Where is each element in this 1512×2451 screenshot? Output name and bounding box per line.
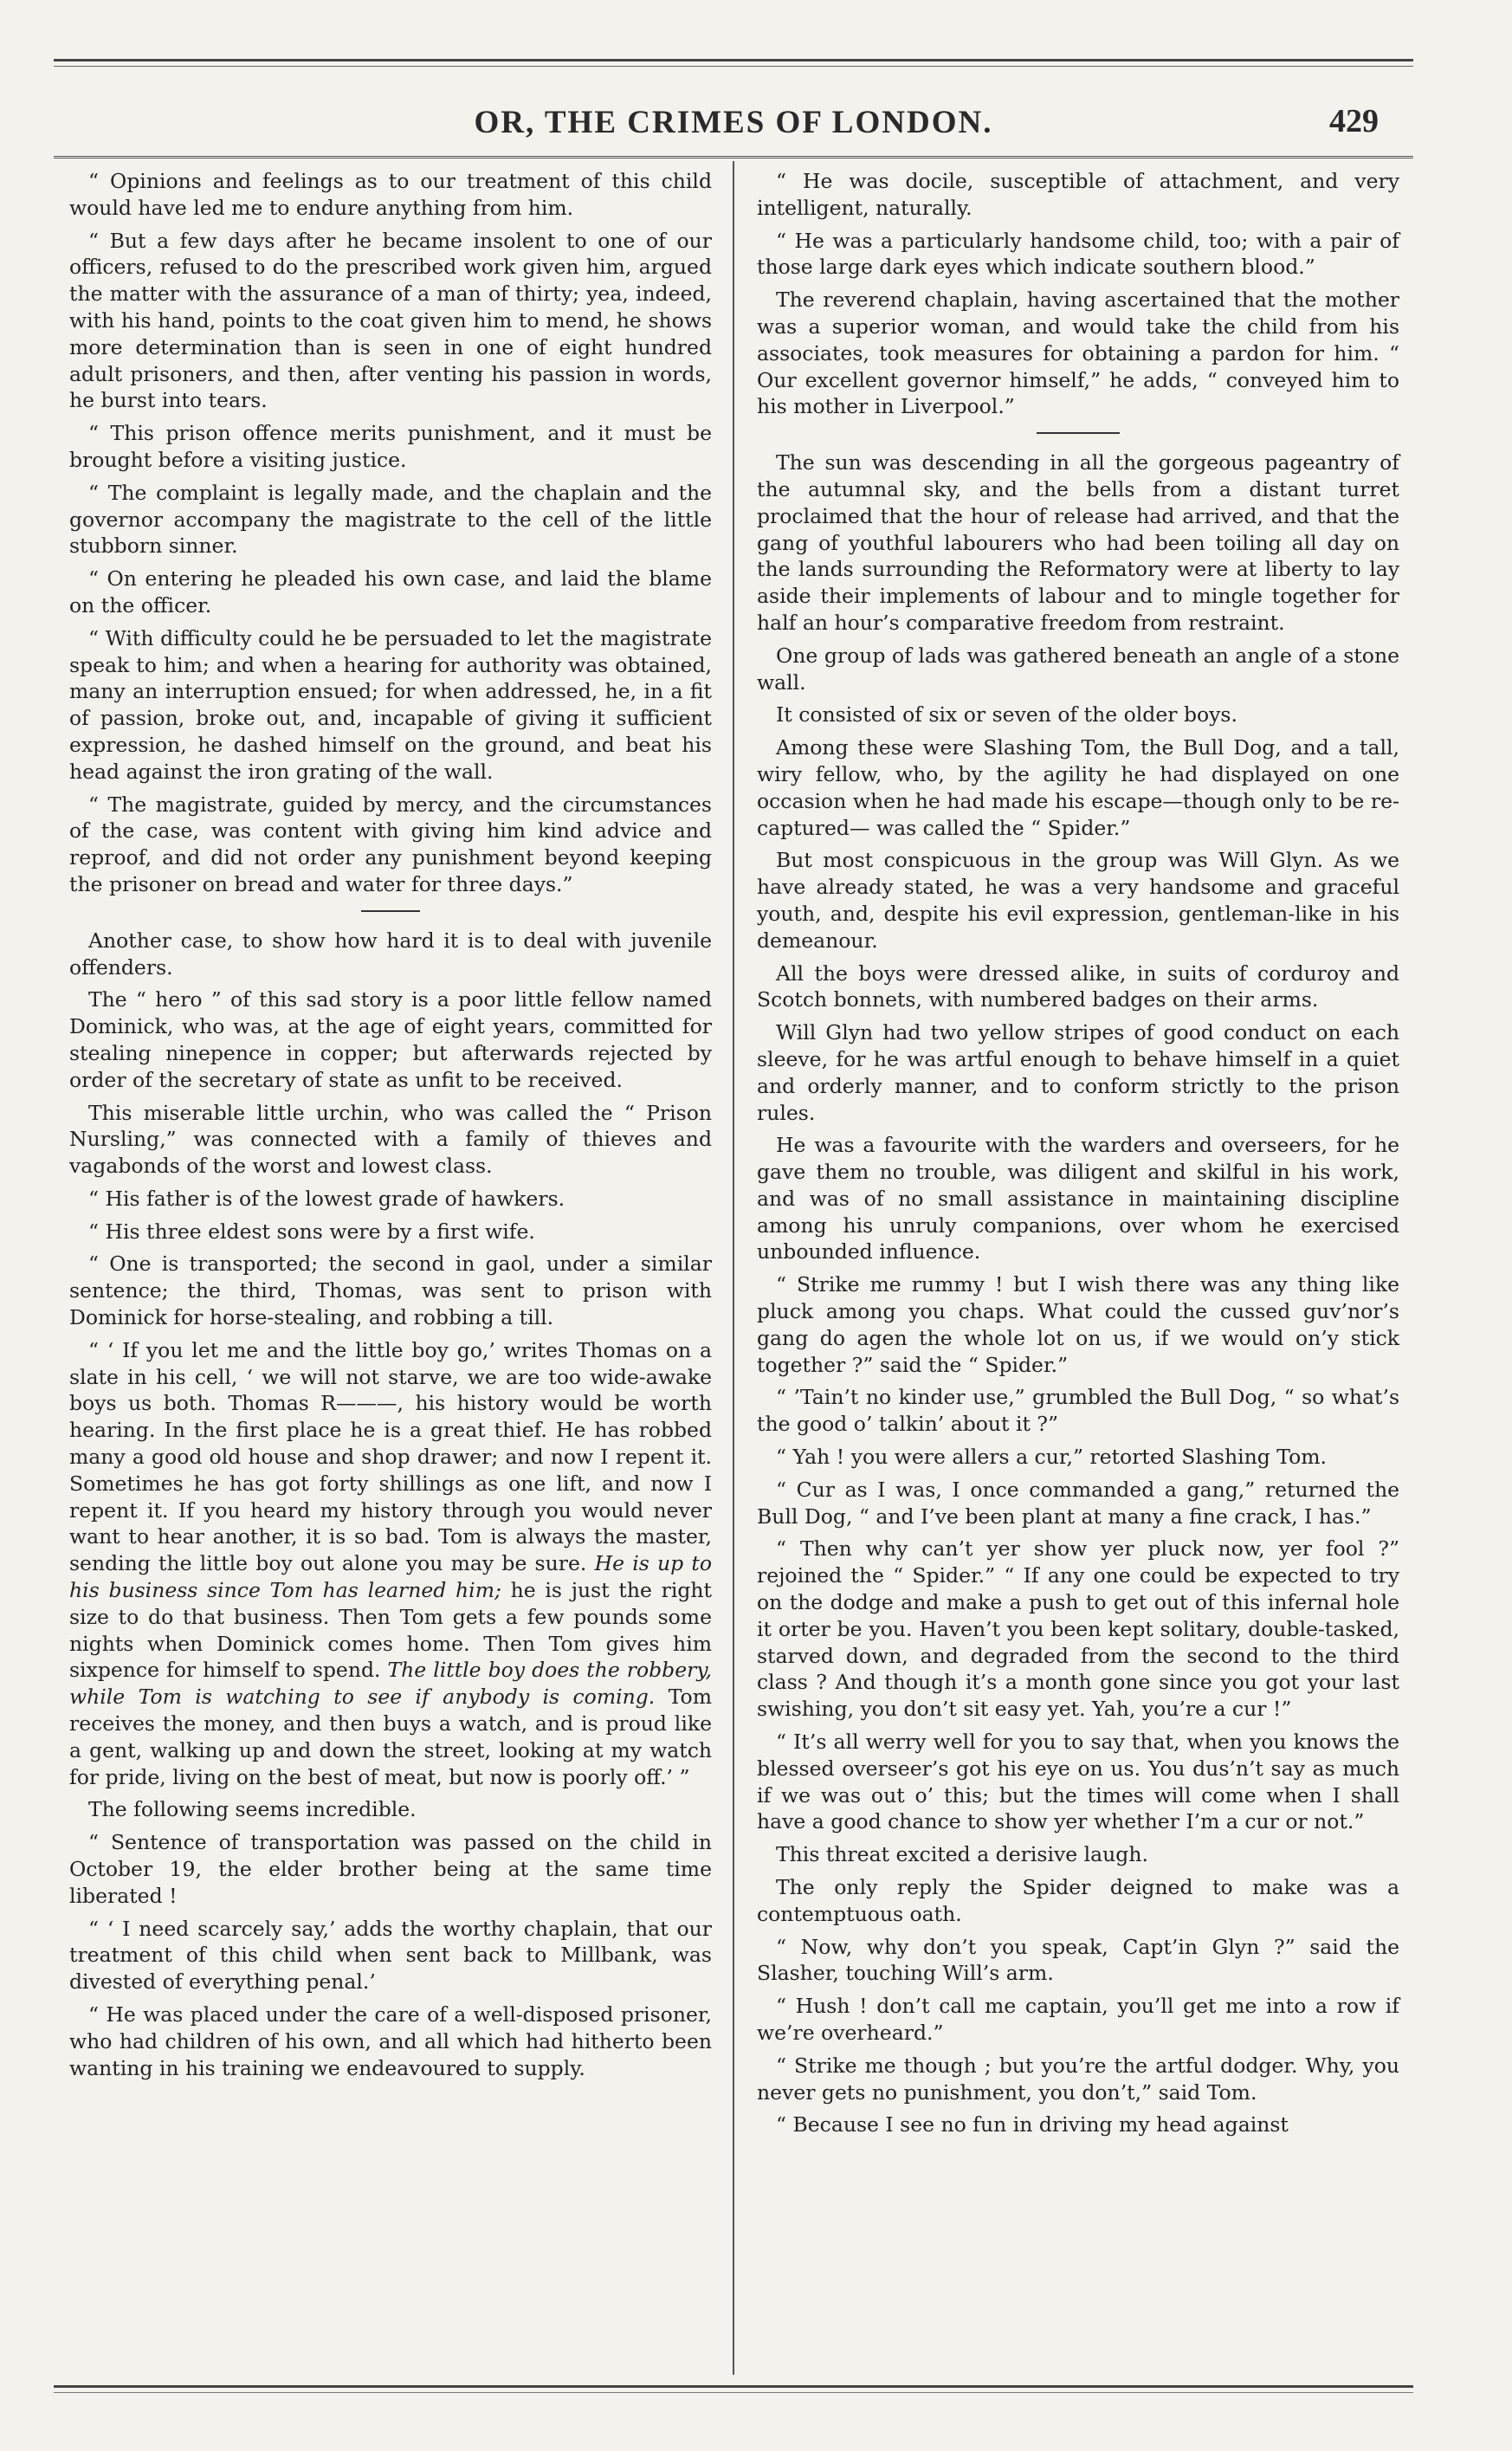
newspaper-page bbox=[54, 59, 1413, 2406]
paragraph: “ The complaint is legally made, and the chaplain and the governor accompany the magistrate to the cell of the little stubborn sinner. bbox=[69, 480, 712, 559]
paragraph: “ Then why can’t yer show yer pluck now, yer fool ?” rejoined the “ Spider.” “ If any one could be expected to try on the dodge and make a push to get out of this infernal hole it orter be you. Haven’t you been kept solitary, double-tasked, starved down, and degraded from the second to the third class ? And though it’s a month gone since you got your last swishing, you don’t sit easy yet. Yah, you’re a cur !” bbox=[757, 1536, 1399, 1722]
paragraph: One group of lads was gathered beneath an angle of a stone wall. bbox=[757, 643, 1399, 695]
paragraph: “ He was docile, susceptible of attachment, and very intelligent, naturally. bbox=[757, 169, 1399, 220]
paragraph: He was a favourite with the warders and overseers, for he gave them no trouble, was diligent and skilful in his work, and was of no small assistance in maintaining discipline among his unruly companions, over whom he exercised unbounded influence. bbox=[757, 1133, 1399, 1264]
paragraph: The reverend chaplain, having ascertained that the mother was a superior woman, and would take the child from his associates, took measures for obtaining a pardon for him. “ Our excellent governor himself,” he adds, “ conveyed him to his mother in Liverpool.” bbox=[757, 288, 1399, 419]
paragraph: All the boys were dressed alike, in suits of corduroy and Scotch bonnets, with numbered badges on their arms. bbox=[757, 960, 1399, 1012]
page-header bbox=[54, 99, 1413, 151]
paragraph: The sun was descending in all the gorgeous pageantry of the autumnal sky, and the bells from a distant turret proclaimed that the hour of release had arrived, and that the gang of youthful labourers who had been toiling all day on the lands surrounding the Reformatory were at liberty to lay aside their implements of labour and to mingle together for half an hour’s comparative freedom from restraint. bbox=[757, 450, 1399, 635]
column-divider bbox=[733, 161, 734, 2375]
paragraph: “ The magistrate, guided by mercy, and the circumstances of the case, was content with giving him kind advice and reproof, and did not order any punishment beyond keeping the prisoner on bread and water for three days.” bbox=[69, 792, 712, 896]
italic-run: He is up to his business since Tom has learned him; bbox=[69, 1551, 712, 1603]
paragraph: “ On entering he pleaded his own case, and laid the blame on the officer. bbox=[69, 566, 712, 618]
paragraph: “ He was a particularly handsome child, too; with a pair of those large dark eyes which indicate southern blood.” bbox=[757, 228, 1399, 280]
paragraph: “ One is transported; the second in gaol, under a similar sentence; the third, Thomas, was sent to prison with Dominick for horse-stealing, and robbing a till. bbox=[69, 1251, 712, 1330]
text-run: “ ‘ If you let me and the little boy go,’ writes Thomas on a slate in his cell, ‘ we will not starve, we are too wide-awake boys us both. Thomas R———, his history would be worth hearing. In the first place he is a great thief. He has robbed many a good old house and shop drawer; and now I repent it. Sometimes he has got forty shillings as one lift, and now I repent it. If you heard my history through you would never want to hear another, it is so bad. Tom is always the master, sending the little boy out alone you may be sure. bbox=[69, 1337, 712, 1576]
paragraph: “ Opinions and feelings as to our treatment of this child would have led me to endure anything from him. bbox=[69, 169, 712, 220]
section-separator bbox=[1037, 432, 1120, 434]
paragraph: “ With difficulty could he be persuaded to let the magistrate speak to him; and when a hearing for authority was obtained, many an interruption ensued; for when addressed, he, in a fit of passion, broke out, and, incapable of giving it sufficient expression, he dashed himself on the ground, and beat his head against the iron grating of the wall. bbox=[69, 625, 712, 784]
page-number: 429 bbox=[1329, 103, 1379, 139]
paragraph: “ Hush ! don’t call me captain, you’ll get me into a row if we’re overheard.” bbox=[757, 1994, 1399, 2045]
paragraph: The only reply the Spider deigned to make was a contemptuous oath. bbox=[757, 1875, 1399, 1926]
italic-run: The little boy does the robbery, while Tom is watching to see if anybody is coming. bbox=[69, 1658, 712, 1710]
paragraph: “ It’s all werry well for you to say that, when you knows the blessed overseer’s got his eye on us. You dus’n’t say as much if we was out o’ this; but the times will come when I shall have a good chance to show yer whether I’m a cur or not.” bbox=[757, 1730, 1399, 1834]
paragraph: “ Yah ! you were allers a cur,” retorted Slashing Tom. bbox=[776, 1445, 1328, 1470]
paragraph: The following seems incredible. bbox=[88, 1797, 417, 1822]
paragraph: “ Strike me rummy ! but I wish there was any thing like pluck among you chaps. What could the cussed guv’nor’s gang do agen the whole lot on us, if we would on’y stick together ?” said the “ Spider.” bbox=[757, 1272, 1399, 1377]
left-column bbox=[69, 168, 712, 2087]
right-column bbox=[757, 168, 1399, 2144]
paragraph: Will Glyn had two yellow stripes of good conduct on each sleeve, for he was artful enough to behave himself in a quiet and orderly manner, and to conform strictly to the prison rules. bbox=[757, 1020, 1399, 1125]
text-run: he is just the right size to do that business. Then Tom gets a few pounds some nights when Dominick comes home. Then Tom gives him sixpence for himself to spend. bbox=[69, 1578, 712, 1683]
paragraph-thomas-letter bbox=[69, 1337, 712, 1791]
paragraph: “ His three eldest sons were by a first wife. bbox=[88, 1219, 535, 1244]
paragraph: Among these were Slashing Tom, the Bull Dog, and a tall, wiry fellow, who, by the agility he had displayed on one occasion when he had made his escape—though only to be re-captured— was called the “ Spider.” bbox=[757, 735, 1399, 840]
header-rule bbox=[54, 156, 1413, 158]
text-run: Tom receives the money, and then buys a watch, and is proud like a gent, walking up and down the street, looking at my watch for pride, living on the best of meat, but now is poorly off.’ ” bbox=[69, 1685, 712, 1789]
paragraph: “ But a few days after he became insolent to one of our officers, refused to do the prescribed work given him, argued the matter with the assurance of a man of thirty; yea, indeed, with his hand, points to the coat given him to mend, he shows more determination than is seen in one of eight hundred adult prisoners, and then, after venting his passion in words, he burst into tears. bbox=[69, 228, 712, 413]
paragraph: Another case, to show how hard it is to deal with juvenile offenders. bbox=[69, 928, 712, 980]
paragraph: “ ’Tain’t no kinder use,” grumbled the Bull Dog, “ so what’s the good o’ talkin’ about it ?” bbox=[757, 1385, 1399, 1437]
paragraph: “ Strike me though ; but you’re the artful dodger. Why, you never gets no punishment, you don’t,” said Tom. bbox=[757, 2053, 1399, 2105]
paragraph: “ This prison offence merits punishment, and it must be brought before a visiting justice. bbox=[69, 421, 712, 472]
top-border-rule-inner bbox=[54, 66, 1413, 67]
running-title: OR, THE CRIMES OF LONDON. bbox=[474, 105, 993, 140]
paragraph: But most conspicuous in the group was Will Glyn. As we have already stated, he was a very handsome and graceful youth, and, despite his evil expression, gentleman-like in his demeanour. bbox=[757, 848, 1399, 953]
paragraph: It consisted of six or seven of the older boys. bbox=[776, 702, 1237, 728]
paragraph: “ He was placed under the care of a well-disposed prisoner, who had children of his own, and all which had hitherto been wanting in his training we endeavoured to supply. bbox=[69, 2002, 712, 2080]
paragraph: “ His father is of the lowest grade of hawkers. bbox=[88, 1186, 565, 1211]
bottom-border-rule-inner bbox=[54, 2392, 1413, 2393]
bottom-border-rule bbox=[54, 2385, 1413, 2388]
section-separator bbox=[361, 910, 420, 912]
paragraph: This miserable little urchin, who was called the “ Prison Nursling,” was connected with a family of thieves and vagabonds of the worst and lowest class. bbox=[69, 1100, 712, 1179]
paragraph: “ Cur as I was, I once commanded a gang,” returned the Bull Dog, “ and I’ve been plant at many a fine crack, I has.” bbox=[757, 1477, 1399, 1529]
paragraph: “ Because I see no fun in driving my head against bbox=[776, 2112, 1289, 2137]
paragraph: “ Now, why don’t you speak, Capt’in Glyn ?” said the Slasher, touching Will’s arm. bbox=[757, 1934, 1399, 1986]
paragraph: This threat excited a derisive laugh. bbox=[776, 1842, 1148, 1867]
paragraph: “ ‘ I need scarcely say,’ adds the worthy chaplain, that our treatment of this child when sent back to Millbank, was divested of everything penal.’ bbox=[69, 1916, 712, 1995]
paragraph: “ Sentence of transportation was passed on the child in October 19, the elder brother being at the same time liberated ! bbox=[69, 1830, 712, 1908]
top-border-rule bbox=[54, 59, 1413, 61]
paragraph: The “ hero ” of this sad story is a poor little fellow named Dominick, who was, at the age of eight years, committed for stealing ninepence in copper; but afterwards rejected by order of the secretary of state as unfit to be received. bbox=[69, 987, 712, 1092]
